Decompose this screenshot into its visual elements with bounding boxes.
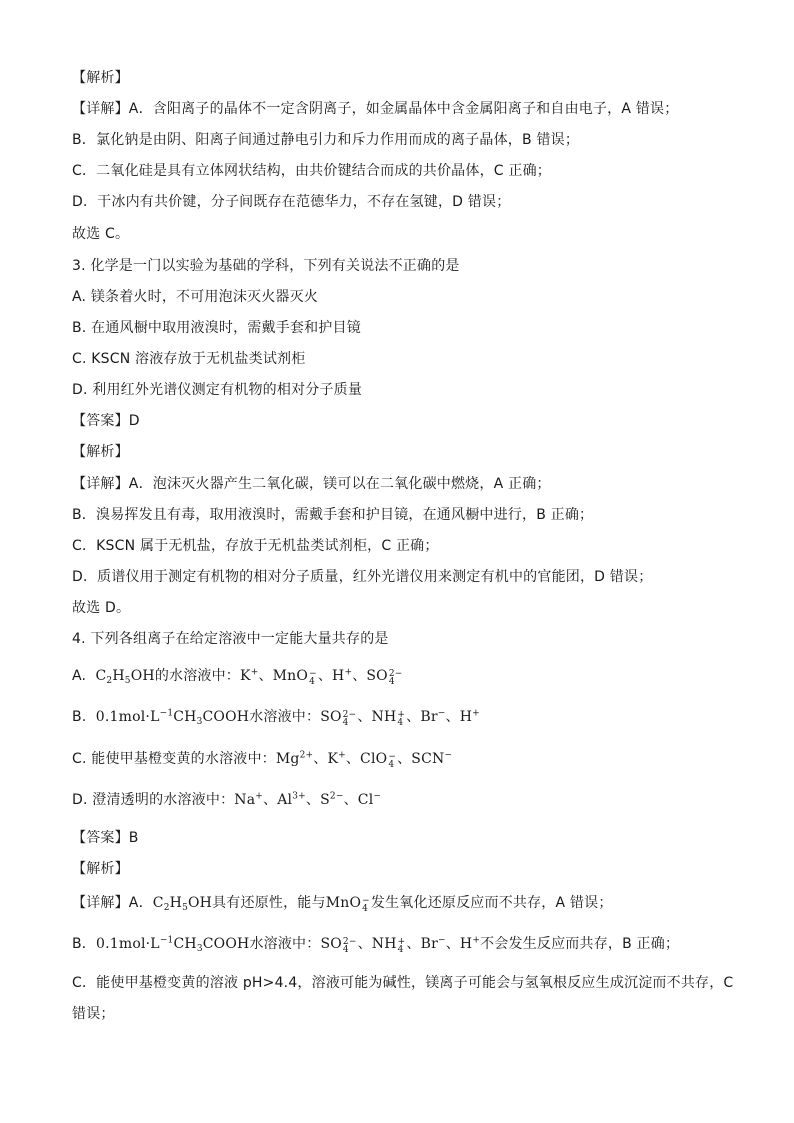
formula: $0.1mol\cdot L^{-1}CH_3COOH$: [96, 935, 250, 954]
ion-list: $Mg^{2+}$、K+、ClO − 4 、SCN−: [275, 750, 453, 770]
option-a: [72, 666, 404, 691]
option-b: [72, 707, 480, 732]
option-d: [72, 790, 381, 810]
ion-list: SO 2− 4 、NH + 4 、Br−、H+: [320, 935, 481, 955]
detail-line: C．二氧化硅是具有立体网状结构，由共价键结合而成的共价晶体，C 正确；: [72, 163, 551, 179]
detail-line: D．质谱仪用于测定有机物的相对分子质量，红外光谱仪用来测定有机中的官能团，D 错误；: [72, 569, 653, 585]
detail-line: B．氯化钠是由阴、阳离子间通过静电引力和斥力作用而成的离子晶体，B 错误；: [72, 132, 580, 148]
option-text: C. 能使甲基橙变黄的水溶液中：: [72, 751, 276, 767]
detail-line: C．KSCN 属于无机盐，存放于无机盐类试剂柜，C 正确；: [72, 538, 439, 554]
question-3-stem: 3. 化学是一门以实验为基础的学科，下列有关说法不正确的是: [72, 258, 460, 274]
formula: MnO − 4: [325, 895, 370, 914]
answer-line: 【答案】B: [72, 830, 139, 846]
option-text: D. 澄清透明的水溶液中：: [72, 792, 235, 808]
conclusion-line: 故选 D。: [72, 600, 131, 616]
option-d: D. 利用红外光谱仪测定有机物的相对分子质量: [72, 382, 363, 398]
option-c: [72, 749, 452, 769]
detail-text: 不会发生反应而共存，B 正确；: [480, 936, 680, 952]
detail-prefix: B．: [72, 936, 97, 952]
option-b: B. 在通风橱中取用液溴时，需戴手套和护目镜: [72, 320, 361, 336]
detail-line: 错误；: [72, 1006, 115, 1022]
detail-line: 【详解】A．泡沫灭火器产生二氧化碳，镁可以在二氧化碳中燃烧，A 正确；: [72, 476, 551, 492]
answer-line: 【答案】D: [72, 413, 140, 429]
detail-text: 具有还原性，能与: [212, 895, 326, 911]
detail-line: [72, 893, 613, 918]
detail-line: B．溴易挥发且有毒，取用液溴时，需戴手套和护目镜，在通风橱中进行，B 正确；: [72, 507, 594, 523]
detail-line: [72, 934, 679, 959]
detail-text: 发生氧化还原反应而不共存，A 错误；: [370, 895, 613, 911]
detail-prefix: 【详解】A．: [72, 895, 153, 911]
formula: $0.1mol\cdot L^{-1}CH_3COOH$: [95, 708, 250, 727]
analysis-heading: 【解析】: [72, 861, 129, 877]
ion-list: K+、MnO − 4 、H+、SO 2− 4: [240, 667, 403, 687]
option-a: A. 镁条着火时，不可用泡沫灭火器灭火: [72, 289, 319, 305]
option-label: A.: [72, 668, 87, 684]
detail-text: 水溶液中：: [249, 936, 321, 952]
formula: $C_2H_5OH$: [152, 895, 213, 913]
ion-list: SO 2− 4 、NH + 4 、Br−、H+: [320, 708, 480, 728]
detail-line: 【详解】A．含阳离子的晶体不一定含阴离子，如金属晶体中含金属阳离子和自由电子，A 错误；: [72, 101, 679, 117]
option-c: C. KSCN 溶液存放于无机盐类试剂柜: [72, 351, 306, 367]
conclusion-line: 故选 C。: [72, 226, 130, 242]
option-text: 的水溶液中：: [154, 668, 241, 684]
option-text: 水溶液中：: [249, 709, 321, 725]
ion-list: Na+、$Al^{3+}$、$S^{2-}$、Cl−: [234, 791, 382, 808]
analysis-heading: 【解析】: [72, 444, 129, 460]
analysis-heading: 【解析】: [72, 70, 129, 86]
option-label: B.: [72, 709, 87, 725]
detail-line: C．能使甲基橙变黄的溶液 pH>4.4，溶液可能为碱性，镁离子可能会与氢氧根反应生成沉淀而不共存，C: [72, 975, 734, 991]
detail-line: D．干冰内有共价键，分子间既存在范德华力，不存在氢键，D 错误；: [72, 194, 511, 210]
formula: $C_2H_5OH$: [95, 668, 155, 686]
question-4-stem: 4. 下列各组离子在给定溶液中一定能大量共存的是: [72, 631, 389, 647]
